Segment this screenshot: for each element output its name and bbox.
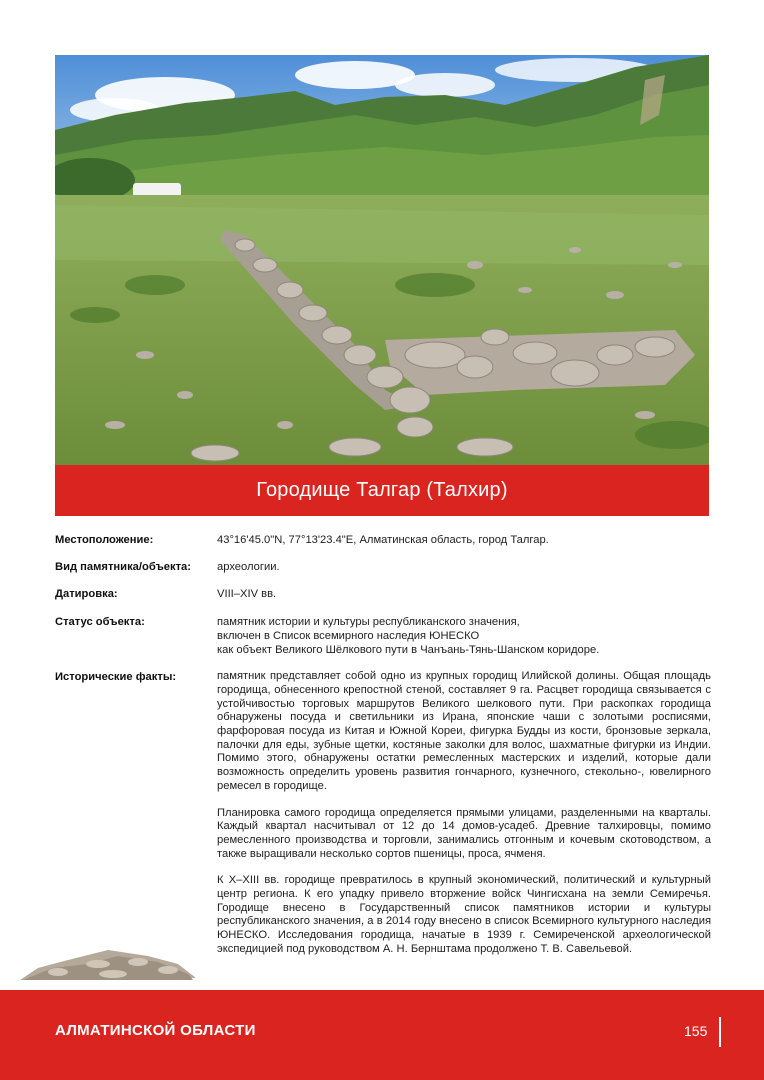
facts-paragraph: К X–XIII вв. городище превратилось в крупный экономический, политический и культурный центр региона. К его упадку привело вторжение войск Чингисхана на земли Семиречья. Городище внесено в Государственный список памятников истории и культуры республиканского значения, а в 2014 году внесено в список Всемирного культурного наследия ЮНЕСКО. Исследования городища, начатые в 1939 г. Семиреченской археологической экспедицией под руководством А. Н. Бернштама продолжено Т. В. Савельевой. [217,874,711,955]
page-title: Городище Талгар (Талхир) [55,465,709,516]
ruins-thumbnail [18,938,198,982]
site-photo [55,55,709,465]
facts-text [217,670,711,969]
dating-label: Датировка: [55,588,118,601]
type-label: Вид памятника/объекта: [55,561,191,574]
footer [0,990,764,1080]
facts-paragraph: памятник представляет собой одно из крупных городищ Илийской долины. Общая площадь городища, обнесенного крепостной стеной, составляет 9 га. Расцвет городища связывается с устойчивостью торговых маршрутов Великого шелкового пути. При раскопках городища обнаружены посуда и светильники из Ирана, японские чаши с золотыми росписями, фарфоровая посуда из Китая и Южной Кореи, фигурка Будды из кости, бронзовые зеркала, палочки для еды, зубные щетки, костяные заколки для волос, шахматные фигурки из Индии. Помимо этого, обнаружены остатки ремесленных мастерских и изделий, которые дали возможность определить уровень развития гончарного, кузнечного, стекольно-, ювелирного ремесел в городище. [217,670,711,792]
info-row-location [55,533,711,547]
facts-paragraph: Планировка самого городища определяется прямыми улицами, разделенными на кварталы. Каждый квартал насчитывал от 12 до 14 домов-усадеб. Древние талхировцы, помимо ремесленного производства и торговли, занимались отгонным и кочевым скотоводством, а также выращивали несколько сортов пшеницы, проса, ячменя. [217,806,711,860]
type-value: археологии. [217,561,280,574]
status-value: памятник истории и культуры республиканского значения, включен в Список всемирного наследия ЮНЕСКО как объект Великого Шёлкового пути в Чанъань-Тянь-Шанском коридоре. [217,615,600,657]
page-number: 155 [684,1023,708,1039]
status-label: Статус объекта: [55,615,145,628]
page-number-divider [719,1017,721,1047]
location-label: Местоположение: [55,534,154,546]
dating-value: VIII–XIV вв. [217,588,277,601]
facts-label: Исторические факты: [55,671,177,684]
info-row-facts [55,670,711,969]
footer-section-title: АЛМАТИНСКОЙ ОБЛАСТИ [55,1022,256,1039]
info-row-dating [55,587,711,601]
info-row-status [55,615,711,658]
info-table [55,533,711,983]
info-row-type [55,560,711,574]
location-value: 43°16'45.0"N, 77°13'23.4"E, Алматинская область, город Талгар. [217,534,549,546]
